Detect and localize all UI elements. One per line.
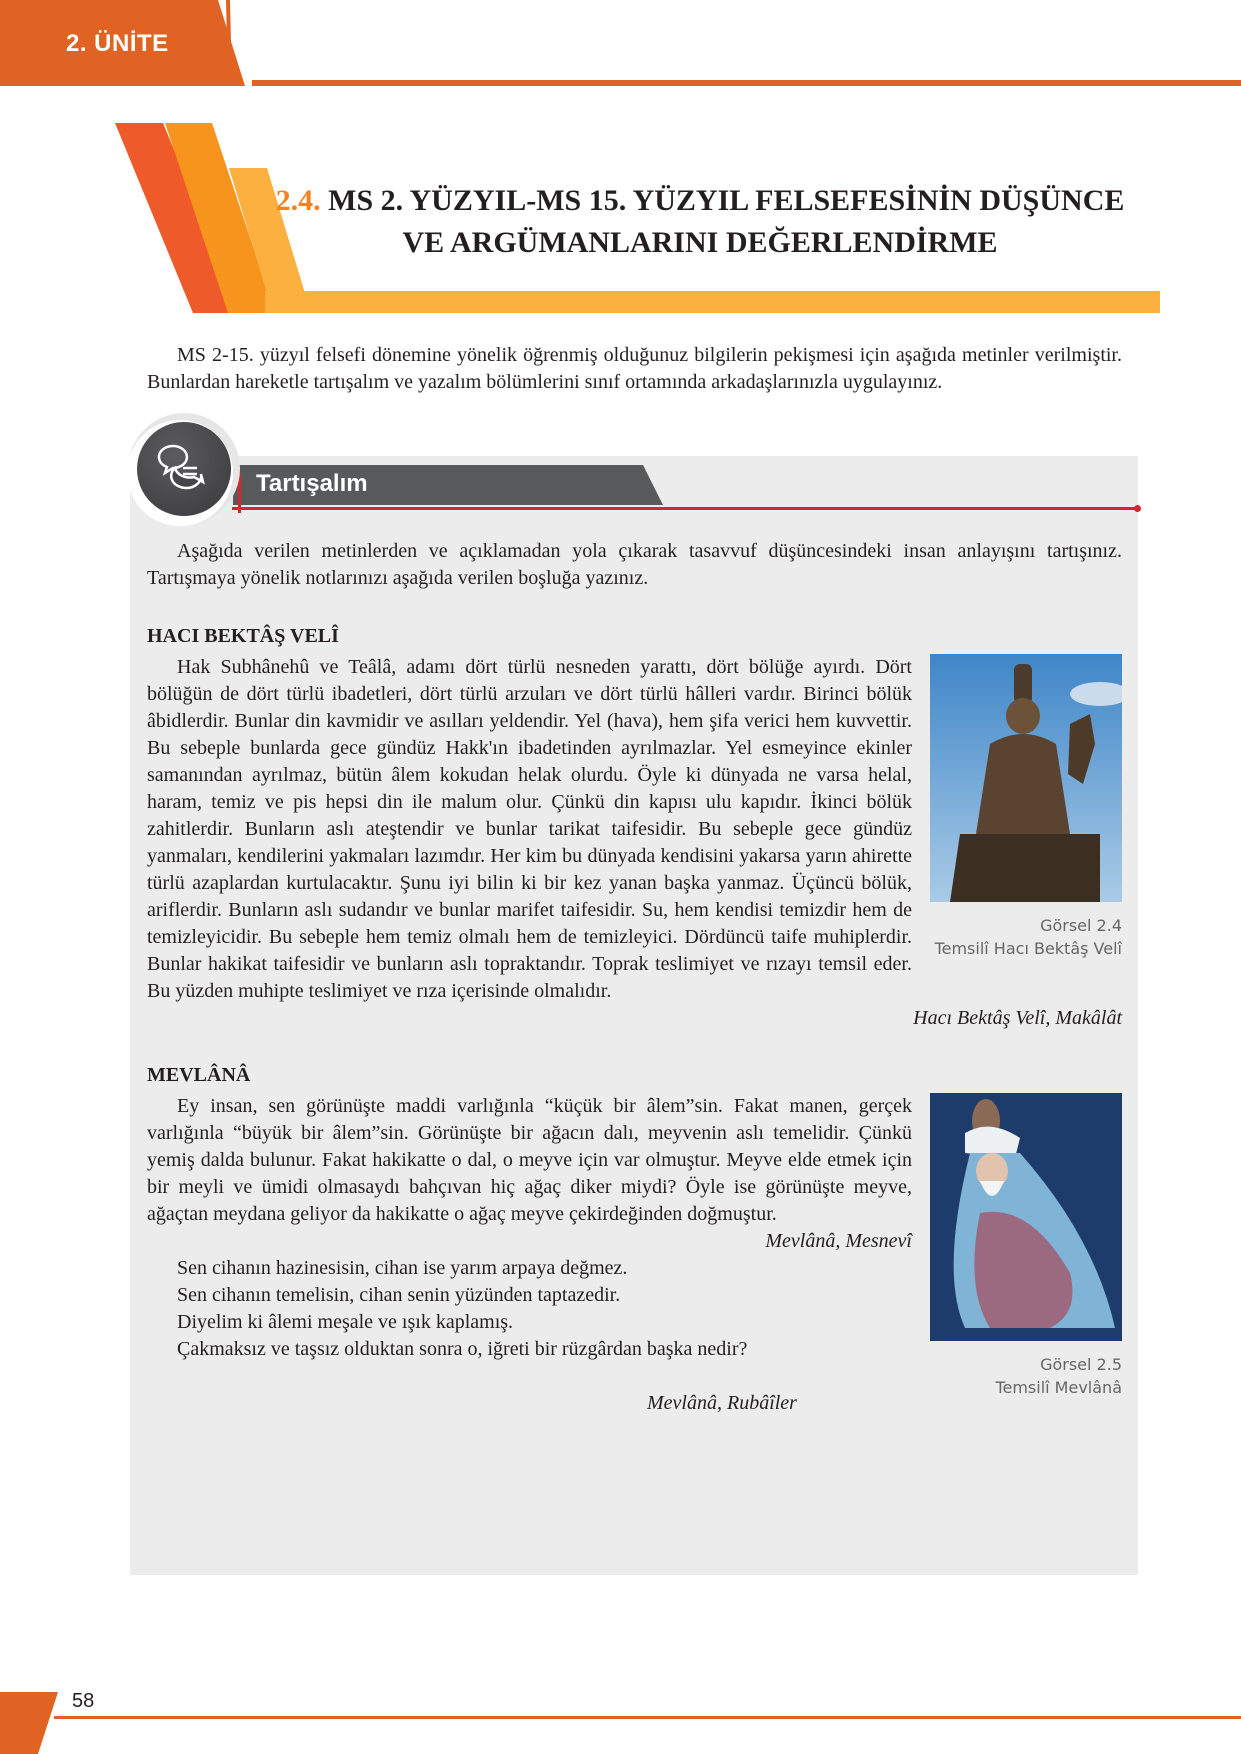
discussion-content [147,538,1122,1417]
title-line-1: MS 2. YÜZYIL-MS 15. YÜZYIL FELSEFESİNİN DÜŞÜNCE [328,184,1125,217]
mevlana-text: Ey insan, sen görünüşte maddi varlığınla “küçük bir âlem”sin. Fakat manen, gerçek varlığınla “büyük bir âlem”sin. Görünüşte bir ağacın dalı, meyvenin aslı temelidir. Çünkü yemiş dalda bulunur. Fakat hakikatte o dal, o meyve için var olmuştur. Meyve elde etmek için bir meyli ve ümidi olmasaydı bahçıvan hiç ağaç diker miydi? Öyle ise görünüşte meyve, ağaçtan meydana geliyor da hakikatte o ağaç meyve çekirdeğinden doğmuştur. [147,1095,912,1225]
intro-paragraph: MS 2-15. yüzyıl felsefi dönemine yönelik öğrenmiş olduğunuz bilgilerin pekişmesi için aşağıda metinler verilmiştir. Bunlardan hareketle tartışalım ve yazalım bölümlerini sınıf ortamında arkadaşlarınızla uygulayınız. [147,344,1122,393]
verse-line: Çakmaksız ve taşsız olduktan sonra o, iğreti bir rüzgârdan başka nedir? [177,1338,748,1360]
source-citation: Mevlânâ, Mesnevî [765,1230,912,1252]
red-rule [232,507,1137,510]
red-dot [230,465,237,472]
header-rule [252,80,1241,86]
page-number: 58 [72,1690,95,1712]
section-number: 2.4. [275,184,321,217]
speech-bubbles-icon [137,422,231,516]
source-citation: Hacı Bektâş Velî, Makâlât [913,1007,1122,1029]
haci-bektas-text: Hak Subhânehû ve Teâlâ, adamı dört türlü nesneden yarattı, dört bölüğe ayırdı. Dört bölüğün de dört türlü ibadetleri, dört türlü arzuları ve dört türlü hâlleri vardır. Birinci bölük âbidlerdir. Bunlar din kavmidir ve asılları yeldendir. Yel (hava), hem şifa verici hem kuvvettir. Bu sebeple bunlarda gece gündüz Hakk'ın ibadetinden ayrılmazlar. Yel esmeyince ekinler samanından ayrılmaz, bütün âlem kokudan helak olurdu. Öyle ki dünyada ne varsa helal, haram, temiz ve pis hepsi din ile malum olur. Çünkü din kapısı ulu kapıdır. İkinci bölük zahitlerdir. Bunların aslı ateştendir ve bunlar tarikat taifesidir. Bu sebeple gece gündüz yanmaları, kendilerini yakmaları lazımdır. Her kim bu dünyada kendisini yakarsa yarın ahirette türlü azaplardan kurtulacaktır. Şunu iyi bilin ki bir kez yanan başka yanmaz. Üçüncü bölük, ariflerdir. Bunların aslı sudandır ve bunlar marifet taifesidir. Su, hem kendisi temizdir hem de temizleyicidir. Bu sebeple hem temiz olmalı hem de temizleyici. Dördüncü taife muhiplerdir. Bunlar hakikat taifesidir ve bunların aslı topraktandır. Toprak teslimiyet ve rızayı temsil eder. Bu yüzden muhipte teslimiyet ve rıza içerisinde olmalıdır. [147,656,912,1002]
haci-bektas-statue-image [930,654,1122,902]
mevlana-portrait-image [930,1093,1122,1341]
section-heading: HACI BEKTÂŞ VELÎ [147,625,339,647]
discussion-icon-circle [137,422,231,516]
source-citation: Mevlânâ, Rubâîler [647,1392,797,1414]
section-heading: MEVLÂNÂ [147,1064,251,1086]
verse-line: Diyelim ki âlemi meşale ve ışık kaplamış. [177,1311,514,1333]
figure-label: Görsel 2.4 [1040,916,1122,935]
figure-caption: Temsilî Hacı Bektâş Velî [934,939,1122,958]
red-dot [1134,505,1141,512]
footer-rule [54,1716,1241,1719]
verse-line: Sen cihanın temelisin, cihan senin yüzünden taptazedir. [177,1284,621,1306]
figure-haci-bektas [930,654,1122,960]
section-title [250,180,1150,264]
discussion-instruction: Aşağıda verilen metinlerden ve açıklamadan yola çıkarak tasavvuf düşüncesindeki insan anlayışını tartışınız. Tartışmaya yönelik notlarınızı aşağıda verilen boşluğa yazınız. [147,540,1122,589]
title-line-2: VE ARGÜMANLARINI DEĞERLENDİRME [402,226,998,259]
verse-line: Sen cihanın hazinesisin, cihan ise yarım arpaya değmez. [177,1257,628,1279]
figure-label: Görsel 2.5 [1040,1355,1122,1374]
figure-caption: Temsilî Mevlânâ [995,1378,1122,1397]
figure-mevlana [930,1093,1122,1399]
footer-tab [0,1692,58,1754]
discussion-label: Tartışalım [256,470,368,497]
unit-label: 2. ÜNİTE [66,30,169,57]
